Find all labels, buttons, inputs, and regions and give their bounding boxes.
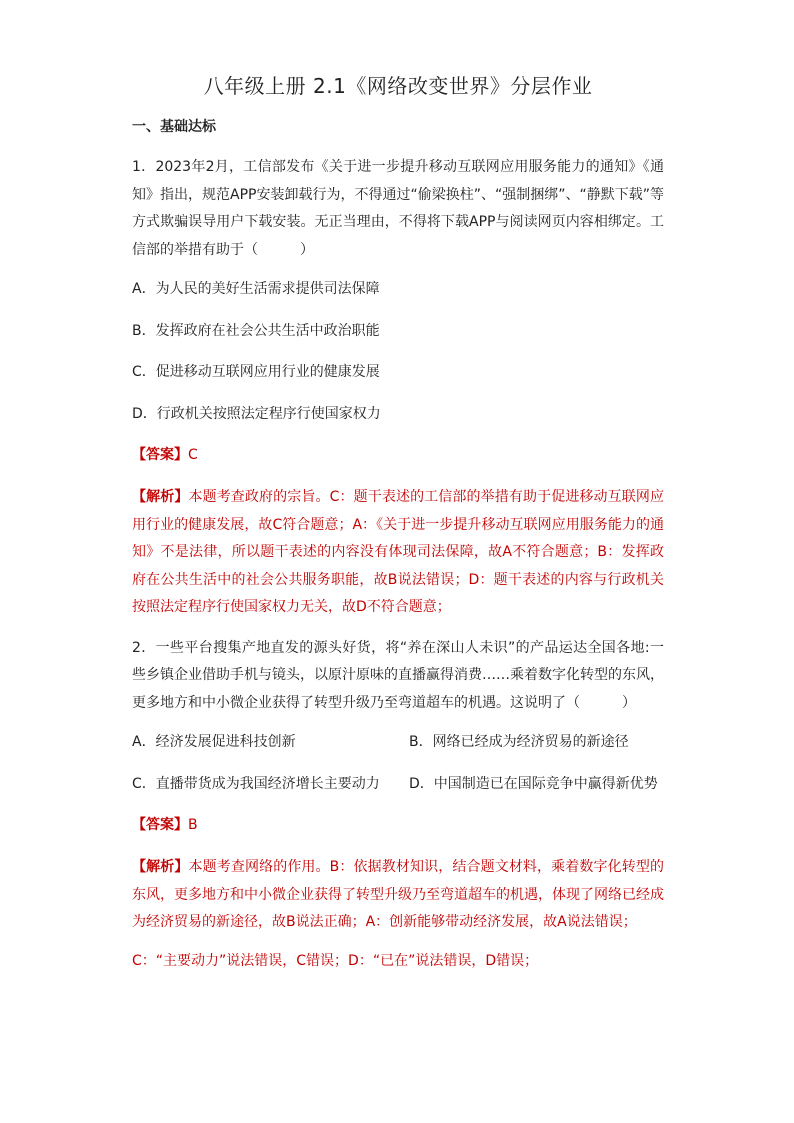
- option-d: D．行政机关按照法定程序行使国家权力: [132, 405, 381, 422]
- analysis-tag: 【解析】: [132, 859, 189, 875]
- document-title: 八年级上册 2.1《网络改变世界》分层作业: [203, 74, 593, 98]
- option-c: C．直播带货成为我国经济增长主要动力: [132, 775, 380, 792]
- option-c: C．促进移动互联网应用行业的健康发展: [132, 364, 380, 380]
- answer-value: B: [188, 817, 198, 833]
- analysis-text: 本题考查网络的作用。B：依据教材知识，结合题文材料，乘着数字化转型的东风，更多地方和中小微企业获得了转型升级乃至弯道超车的机遇，体现了网络已经成为经济贸易的新途径，故B说法正确；A：创新能够带动经济发展，故A说法错误；: [132, 859, 665, 930]
- option-row: [132, 773, 664, 795]
- question-2: [132, 635, 664, 972]
- question-stem: 1．2023年2月，工信部发布《关于进一步提升移动互联网应用服务能力的通知》《通知》指出，规范APP安装卸载行为，不得通过“偷梁换柱”、“强制捆绑”、“静默下载”等方式欺骗误导用户下载安装。无正当理由，不得将下载APP与阅读网页内容相绑定。工信部的举措有助于（ ）: [132, 159, 664, 258]
- option-a: A．经济发展促进科技创新: [132, 734, 296, 750]
- analysis-continuation: C：“主要动力”说法错误，C错误；D：“已在”说法错误，D错误；: [132, 952, 539, 969]
- analysis-text: 本题考查政府的宗旨。C：题干表述的工信部的举措有助于促进移动互联网应用行业的健康发展，故C符合题意；A：《关于进一步提升移动互联网应用服务能力的通知》不是法律，所以题干表述的内容没有体现司法保障，故A不符合题意；B：发挥政府在公共生活中的社会公共服务职能，故B说法错误；D：题干表述的内容与行政机关按照法定程序行使国家权力无关，故D不符合题意；: [132, 489, 665, 615]
- answer-value: C: [188, 447, 198, 463]
- answer-tag: 【答案】: [132, 817, 188, 833]
- section-heading: 一、基础达标: [132, 119, 216, 135]
- option-row: [132, 731, 664, 753]
- document-page: [132, 72, 664, 972]
- analysis-paragraph: [132, 854, 664, 937]
- answer-line: [132, 444, 664, 466]
- answer-tag: 【答案】: [132, 447, 188, 463]
- analysis-paragraph: [132, 484, 664, 622]
- option-d: D．中国制造已在国际竞争中赢得新优势: [409, 775, 658, 792]
- question-stem: 2．一些平台搜集产地直发的源头好货，将“养在深山人未识”的产品运达全国各地:一些乡镇企业借助手机与镜头，以原汁原味的直播赢得消费……乘着数字化转型的东风，更多地方和中小微企业获得了转型升级乃至弯道超车的机遇。这说明了（ ）: [132, 639, 664, 711]
- option-b: B．网络已经成为经济贸易的新途径: [409, 734, 629, 750]
- option-b: B．发挥政府在社会公共生活中政治职能: [132, 322, 380, 339]
- option-a: A．为人民的美好生活需求提供司法保障: [132, 281, 380, 297]
- answer-line: [132, 814, 664, 836]
- question-1: [132, 154, 664, 622]
- analysis-tag: 【解析】: [132, 489, 189, 505]
